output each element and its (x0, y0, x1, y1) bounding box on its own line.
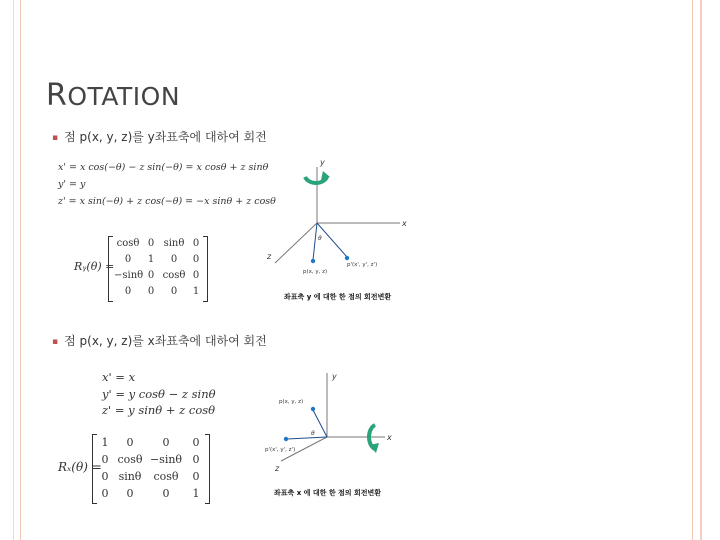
matrix-cell: cosθ (153, 470, 179, 483)
axis-label-z: z (267, 252, 272, 261)
point-p-label: p(x, y, z) (279, 399, 304, 405)
matrix-label: Rᵧ(θ) = (74, 260, 115, 273)
matrix-cell: 0 (101, 453, 109, 466)
right-border (686, 0, 720, 540)
caption-y-rotation: 좌표축 y 에 대한 한 점의 회전변환 (284, 293, 392, 301)
point-p-label: p(x, y, z) (303, 269, 328, 275)
z-axis (275, 223, 317, 263)
matrix-cell: −sinθ (114, 270, 144, 281)
equation-line: x' = x cos(−θ) − z sin(−θ) = x cosθ + z sinθ (58, 162, 269, 173)
axis-label-y: y (332, 372, 337, 381)
matrix-cell: 1 (192, 487, 200, 500)
point-p-prime (284, 437, 288, 441)
point-p (311, 407, 315, 411)
matrix-cell: cosθ (116, 238, 140, 249)
matrix-cell: 0 (170, 254, 178, 265)
theta-label: θ (311, 430, 315, 437)
point-p (311, 259, 315, 263)
axis-label-z: z (275, 464, 280, 473)
y-rotation-diagram (255, 155, 425, 290)
matrix-cell: 0 (162, 487, 170, 500)
matrix-cell: 0 (126, 487, 134, 500)
matrix-cell: sinθ (118, 470, 142, 483)
matrix-cell: 0 (101, 487, 109, 500)
matrix-cell: 0 (124, 254, 132, 265)
equation-line: x' = x (102, 370, 136, 384)
vector-p-prime (287, 437, 327, 439)
bullet-icon: ▪ (52, 337, 59, 347)
matrix-cell: 0 (126, 436, 134, 449)
matrix-cell: 0 (192, 270, 200, 281)
matrix-cell: sinθ (163, 238, 185, 249)
equation-line: y' = y cosθ − z sinθ (102, 387, 216, 401)
matrix-cell: 0 (192, 238, 200, 249)
caption-x-rotation: 좌표축 x 에 대한 한 점의 회전변환 (274, 489, 382, 497)
bullet-y-rotation: ▪ 점 p(x, y, z)를 y좌표축에 대하여 회전 (52, 130, 267, 144)
vector-p (313, 223, 317, 260)
rotation-matrix-y (74, 236, 214, 302)
equation-line: z' = x sin(−θ) + z cos(−θ) = −x sinθ + z cosθ (58, 196, 276, 207)
matrix-cell: 1 (147, 254, 155, 265)
matrix-cell: cosθ (162, 270, 186, 281)
matrix-cell: 0 (147, 286, 155, 297)
matrix-cell: 0 (124, 286, 132, 297)
slide-title: ROTATION (46, 78, 181, 113)
matrix-cell: 0 (170, 286, 178, 297)
matrix-cell: cosθ (117, 453, 143, 466)
matrix-cell: 0 (147, 270, 155, 281)
axis-label-x: x (402, 219, 407, 228)
vector-p (313, 410, 327, 437)
matrix-cell: 0 (192, 470, 200, 483)
matrix-label: Rₓ(θ) = (58, 460, 102, 474)
bullet-icon: ▪ (52, 133, 59, 143)
matrix-cell: 1 (192, 286, 200, 297)
point-p-prime-label: p'(x', y', z') (347, 262, 378, 268)
matrix-cell: 0 (192, 453, 200, 466)
matrix-cell: 0 (162, 436, 170, 449)
axis-label-y: y (320, 158, 325, 167)
equation-line: z' = y sinθ + z cosθ (102, 403, 216, 417)
bullet-x-rotation: ▪ 점 p(x, y, z)를 x좌표축에 대하여 회전 (52, 334, 267, 348)
matrix-cell: 0 (147, 238, 155, 249)
theta-label: θ (318, 235, 322, 242)
rotation-matrix-x (58, 434, 218, 504)
matrix-cell: −sinθ (149, 453, 183, 466)
rotation-arrow-icon (369, 425, 379, 453)
axis-label-x: x (387, 433, 392, 442)
left-border-line (13, 0, 14, 540)
equation-line: y' = y (58, 179, 86, 190)
point-p-prime-label: p'(x', y', z') (265, 447, 296, 453)
point-p-prime (345, 256, 349, 260)
left-border (0, 0, 21, 540)
matrix-cell: 0 (192, 436, 200, 449)
matrix-cell: 0 (192, 254, 200, 265)
matrix-cell: 1 (101, 436, 109, 449)
x-rotation-diagram (255, 365, 405, 485)
matrix-cell: 0 (101, 470, 109, 483)
